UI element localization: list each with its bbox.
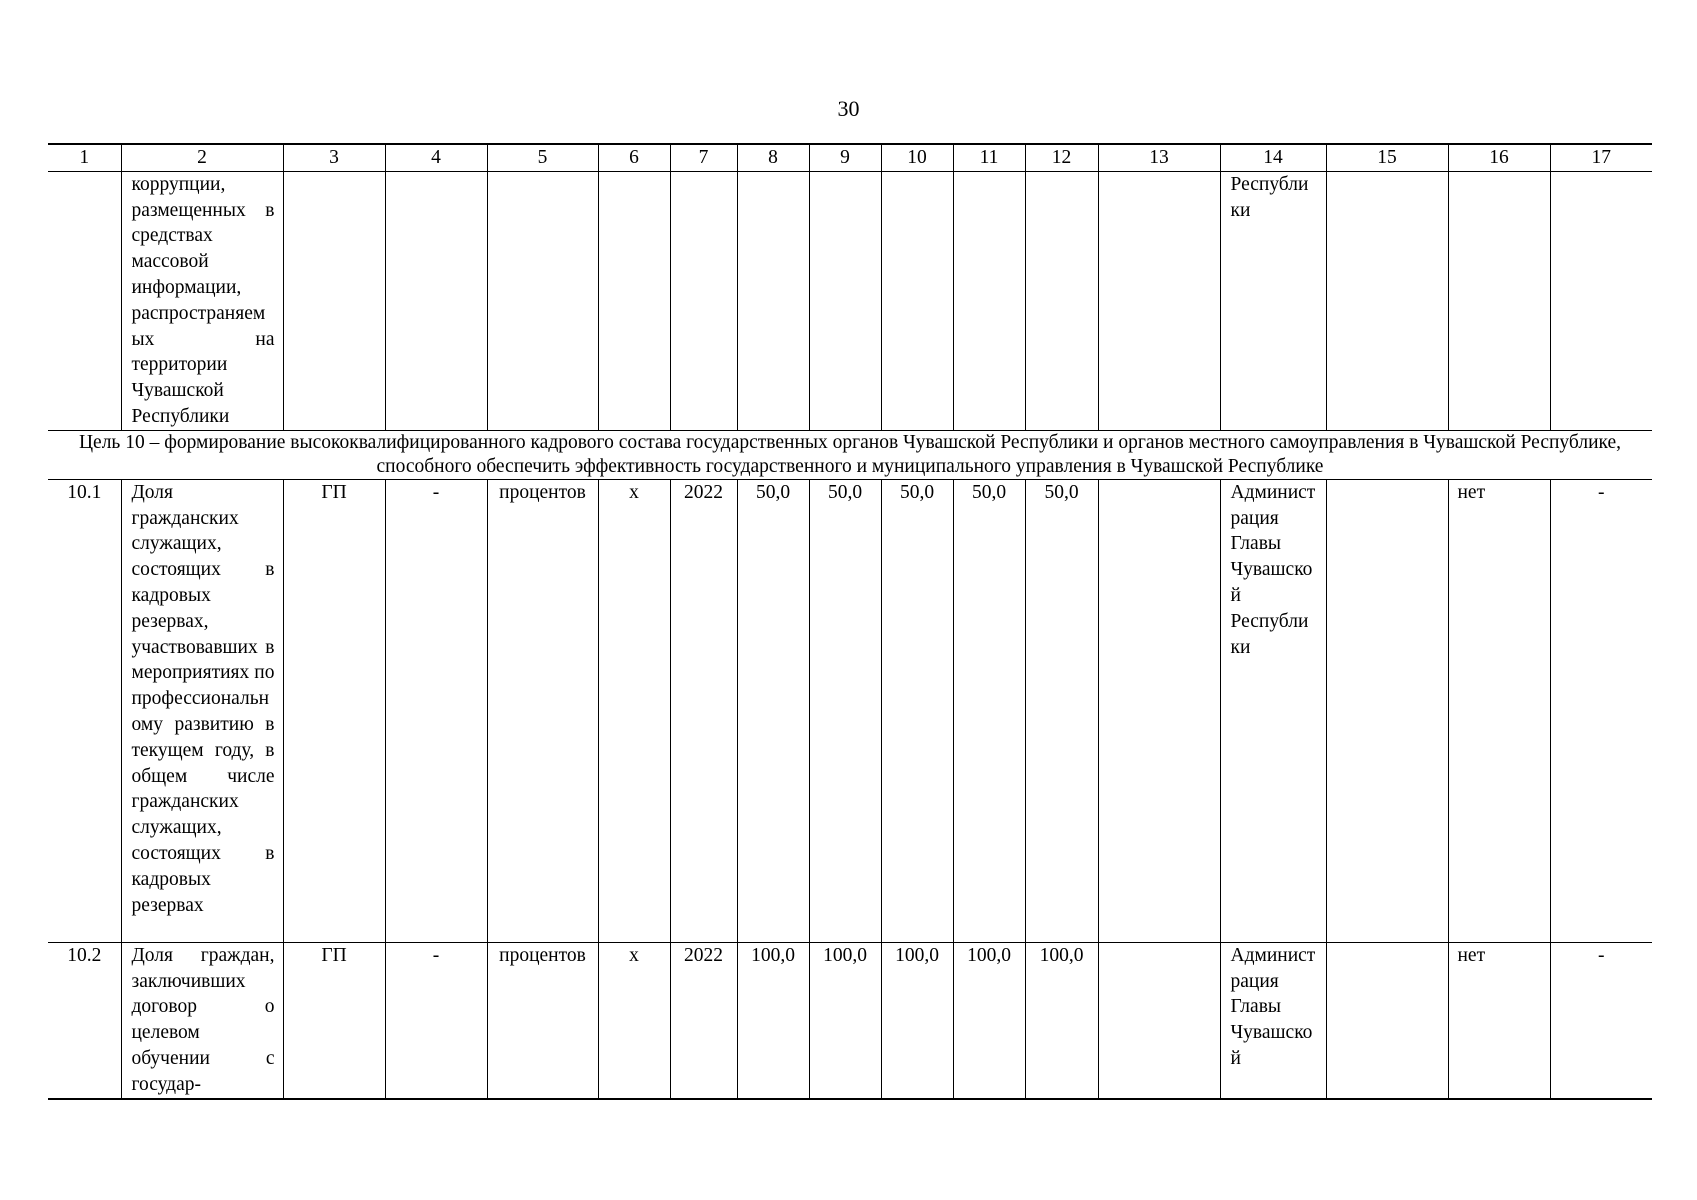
- value-cell: 50,0: [737, 479, 809, 942]
- header-cell: 6: [598, 144, 670, 171]
- unit-cell: процентов: [487, 479, 598, 942]
- cell: -: [385, 479, 487, 942]
- cell: -: [1550, 942, 1652, 1098]
- value-cell: 50,0: [953, 479, 1025, 942]
- cell: [670, 171, 737, 430]
- cell: [1448, 171, 1550, 430]
- header-cell: 10: [881, 144, 953, 171]
- indicators-table: [48, 143, 1652, 1100]
- header-cell: 11: [953, 144, 1025, 171]
- unit-cell: процентов: [487, 942, 598, 1098]
- row-number: 10.2: [48, 942, 121, 1098]
- header-cell: 2: [121, 144, 283, 171]
- value-cell: 100,0: [737, 942, 809, 1098]
- page-number: 30: [837, 96, 860, 121]
- header-cell: 8: [737, 144, 809, 171]
- cell: [48, 171, 121, 430]
- table-row-continuation: [48, 171, 1652, 430]
- cell: -: [1550, 479, 1652, 942]
- responsible-cell: Администрация Главы Чувашской: [1220, 942, 1326, 1098]
- cell: [737, 171, 809, 430]
- cell: [1098, 942, 1220, 1098]
- table-row: [48, 942, 1652, 1098]
- goal-heading: Цель 10 – формирование высококвалифицированного кадрового состава государственных органов Чувашской Республики и органов местного самоуправления в Чувашской Республике, способного обеспечить эффективность государственного и муниципального управления в Чувашской Республике: [48, 430, 1652, 479]
- value-cell: 50,0: [881, 479, 953, 942]
- cell: [1098, 171, 1220, 430]
- cell: [809, 171, 881, 430]
- header-cell: 13: [1098, 144, 1220, 171]
- indicator-name-cell: Доля граждан, заключивших договор о целевом обучении с государ-: [121, 942, 283, 1098]
- header-cell: 1: [48, 144, 121, 171]
- header-cell: 12: [1025, 144, 1098, 171]
- responsible-cell: Республики: [1220, 171, 1326, 430]
- row-number: 10.1: [48, 479, 121, 942]
- value-cell: 100,0: [1025, 942, 1098, 1098]
- value-cell: 50,0: [809, 479, 881, 942]
- value-cell: 100,0: [953, 942, 1025, 1098]
- header-cell: 5: [487, 144, 598, 171]
- program-type-cell: ГП: [283, 942, 385, 1098]
- cell: [1326, 479, 1448, 942]
- cell: [881, 171, 953, 430]
- header-row: [48, 144, 1652, 171]
- header-cell: 15: [1326, 144, 1448, 171]
- header-cell: 14: [1220, 144, 1326, 171]
- cell: [283, 171, 385, 430]
- value-cell: 50,0: [1025, 479, 1098, 942]
- responsible-cell: Администрация Главы Чувашской Республики: [1220, 479, 1326, 942]
- header-cell: 16: [1448, 144, 1550, 171]
- cell: [598, 171, 670, 430]
- indicator-name-cell: Доля гражданских служащих, состоящих в кадровых резервах, участвовавших в мероприятиях по профессиональному развитию в текущем году, в общем числе гражданских служащих, состоящих в кадровых резервах: [121, 479, 283, 942]
- header-cell: 9: [809, 144, 881, 171]
- cell: [1326, 942, 1448, 1098]
- year-cell: 2022: [670, 942, 737, 1098]
- cell: [1326, 171, 1448, 430]
- cell: х: [598, 942, 670, 1098]
- cell: [1025, 171, 1098, 430]
- header-cell: 3: [283, 144, 385, 171]
- cell: [1550, 171, 1652, 430]
- header-cell: 17: [1550, 144, 1652, 171]
- header-cell: 4: [385, 144, 487, 171]
- value-cell: 100,0: [809, 942, 881, 1098]
- cell: -: [385, 942, 487, 1098]
- program-type-cell: ГП: [283, 479, 385, 942]
- cell: [1098, 479, 1220, 942]
- value-cell: 100,0: [881, 942, 953, 1098]
- header-cell: 7: [670, 144, 737, 171]
- cell: [487, 171, 598, 430]
- indicator-name-cell: коррупции, размещенных в средствах массовой информации, распространяемых на территории Чувашской Республики: [121, 171, 283, 430]
- goal-row: [48, 430, 1652, 479]
- cell: нет: [1448, 479, 1550, 942]
- cell: [385, 171, 487, 430]
- cell: нет: [1448, 942, 1550, 1098]
- cell: [953, 171, 1025, 430]
- year-cell: 2022: [670, 479, 737, 942]
- cell: х: [598, 479, 670, 942]
- table-row: [48, 479, 1652, 942]
